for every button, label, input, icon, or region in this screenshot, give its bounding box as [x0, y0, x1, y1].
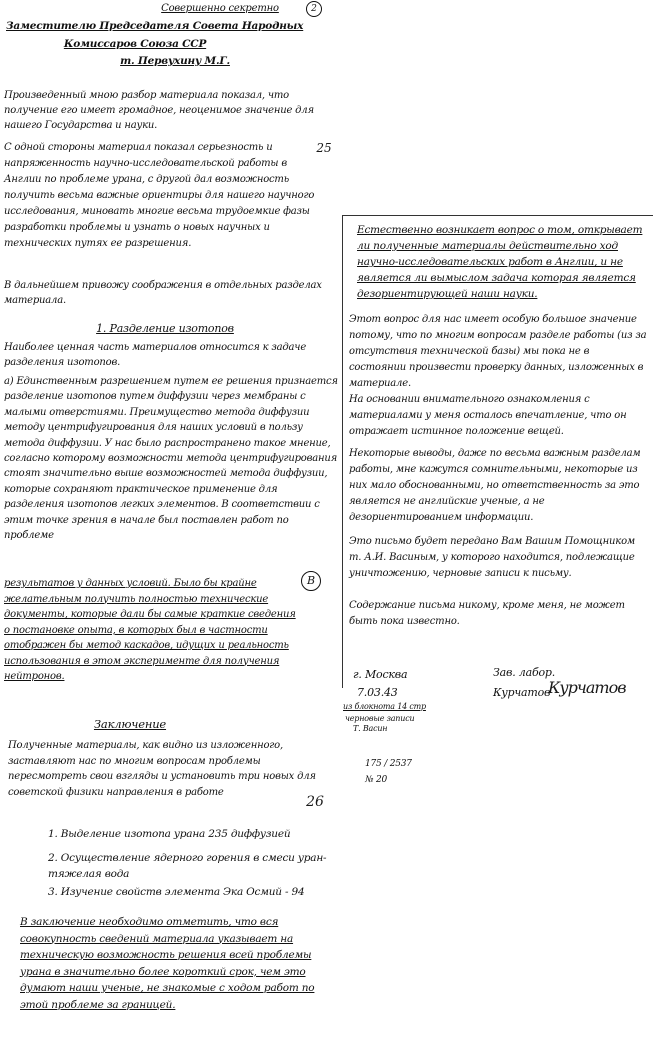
conclusion-title: Заключение	[93, 717, 167, 731]
paragraph-intro: Произведенный мною разбор материала показал, что получение его имеет громадное, неоценимое значение для нашего Государства и науки.	[4, 90, 314, 131]
signatory-name: Курчатов	[493, 686, 551, 699]
addressee-line-3: т. Первухину М.Г.	[120, 55, 230, 67]
direction-item-2: 2. Осуществление ядерного горения в смеси уран-тяжелая вода	[48, 852, 327, 880]
paragraph-sections-intro: В дальнейшем привожу соображения в отдельных разделах материала.	[4, 280, 322, 306]
paragraph-confidentiality: Содержание письма никому, кроме меня, не может быть пока известно.	[349, 600, 625, 627]
direction-item-3: 3. Изучение свойств элемента Эка Осмий - 94	[48, 886, 305, 898]
date-label: 7.03.43	[357, 686, 398, 699]
paragraph-delivery: Это письмо будет передано Вам Вашим Помощником т. А.И. Васиным, у которого находится, подлежащие уничтожению, черновые записи к письму.	[349, 536, 635, 579]
registration-number-2: № 20	[365, 775, 388, 785]
page-number-mark: 2	[306, 1, 322, 17]
signature-title: Зав. лабор.	[493, 666, 556, 679]
paragraph-verification: Этот вопрос для нас имеет особую большое значение потому, что по многим вопросам разделе работы (из за отсутствия технической базы) мы пока не в состоянии произвести проверку данных, изложенных в материале.	[349, 314, 647, 389]
paragraph-doubtful-conclusions: Некоторые выводы, даже по весьма важным разделам работы, мне кажутся сомнительными, некоторые из них мало обоснованными, но ответственность за это является не английские ученые, а не дезориентированием информации.	[349, 448, 641, 523]
paragraph-documents-request: результатов у данных условий. Было бы крайне желательным получить полностью технические документы, которые дали бы самые краткие сведения о постановке опыта, в которых был в частности отображен бы метод каскадов, идущих и реальность использования в этом эксперименте для получения нейтронов.	[4, 578, 296, 682]
registration-number: 175 / 2537	[365, 759, 412, 769]
final-conclusion-paragraph: В заключение необходимо отметить, что вся совокупность сведений материала указывает на техническую возможность решения всей проблемы урана в значительно более короткий срок, чем это думают наши ученые, не знакомые с ходом работ по этой проблеме за границей.	[20, 916, 315, 1011]
paragraph-diffusion: а) Единственным разрешением путем ее решения признается разделение изотопов путем диффузии через мембраны с малыми отверстиями. Преимущество метода диффузии методу центрифугирования для наших условий в пользу метода диффузии. У нас было распространено такое мнение, согласно которому возможности метода центрифугирования стоят значительно выше возможностей метода диффузии, которые сохраняют практическое применение для разделения изотопов легких элементов. В соответствии с этим точке зрения в начале был поставлен работ по проблеме	[4, 376, 338, 542]
paragraph-authenticity-question: Естественно возникает вопрос о том, открывает ли полученные материалы действительно ход научно-исследовательских работ в Англии, и не является ли вымыслом задача которая является дезориентирующей наши науки.	[357, 224, 643, 300]
addressee-line-2: Комиссаров Союза ССР	[63, 38, 207, 50]
handwritten-signature: Курчатов	[548, 678, 626, 697]
margin-note-3: Т. Васин	[353, 724, 388, 733]
secrecy-stamp: Совершенно секретно	[161, 3, 279, 14]
margin-note-2: черновые записи	[345, 714, 415, 723]
section-title-isotopes: 1. Разделение изотопов	[96, 322, 234, 335]
paragraph-significance: С одной стороны материал показал серьезность и напряженность научно-исследовательской работы в Англии по проблеме урана, с другой дал возможность получить весьма важные ориентиры для нашего научного исследования, миновать многие весьма трудоемкие фазы разработки проблемы и узнать о новых научных и технических путях ее разрешения.	[4, 142, 315, 249]
conclusion-paragraph: Полученные материалы, как видно из изложенного, заставляют нас по многим вопросам проблемы пересмотреть свои взгляды и установить три новых для советской физики направления в работе	[8, 740, 316, 798]
place-label: г. Москва	[353, 668, 408, 681]
letter-page-right	[342, 215, 653, 796]
addressee-line-1: Заместителю Председателя Совета Народных	[6, 20, 304, 32]
paragraph-impression: На основании внимательного ознакомления с материалами у меня осталось впечатление, что он отражает истинное положение вещей.	[349, 394, 627, 437]
paragraph-isotopes-value: Наиболее ценная часть материалов относится к задаче разделения изотопов.	[4, 342, 307, 368]
direction-item-1: 1. Выделение изотопа урана 235 диффузией	[48, 828, 291, 840]
page-number-25: 25	[316, 141, 332, 155]
circled-letter-v: В	[301, 571, 321, 591]
letter-page-conclusion	[0, 688, 343, 1051]
page-number-26: 26	[306, 794, 324, 810]
margin-note-1: из блокнота 14 стр	[343, 702, 426, 711]
